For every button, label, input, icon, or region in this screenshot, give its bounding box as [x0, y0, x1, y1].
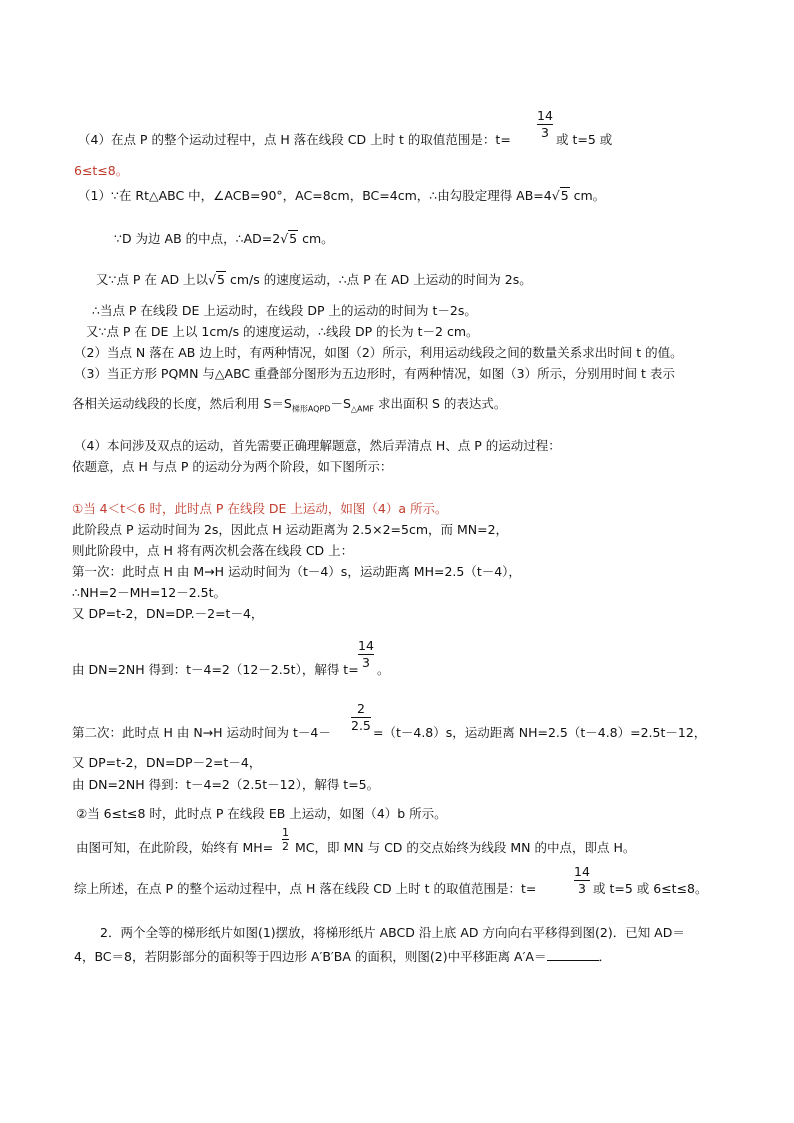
line-hint-4b: 依题意，点 H 与点 P 的运动分为两个阶段，如下图所示：: [72, 459, 393, 474]
radicand: 5: [289, 231, 298, 246]
line-conclusion-tail: 或 t=5 或 6≤t≤8。: [593, 881, 708, 896]
line-solution-3: [96, 272, 532, 288]
text: （1）∵在 Rt△ABC 中，∠ACB=90°，AC=8cm，BC=4cm，∴由勾股定理得 AB=: [78, 188, 544, 203]
line-conclusion: [74, 881, 536, 897]
numerator: 14: [537, 108, 553, 123]
text: 由 DN=2NH 得到：t－4=2（12－2.5t），解得 t=: [72, 662, 359, 677]
line-solution-2: [114, 231, 334, 247]
line-case-2a-tail: MC，即 MN 与 CD 的交点始终为线段 MN 的中点，即点 H。: [295, 840, 636, 855]
line-hint-4: （4）本问涉及双点的运动，首先需要正确理解题意，然后弄清点 H、点 P 的运动过程：: [74, 438, 561, 453]
line-case-1b: 则此阶段中，点 H 将有两次机会落在线段 CD 上：: [72, 543, 354, 558]
denominator: 3: [361, 655, 370, 670]
question-2-line-1: 2．两个全等的梯形纸片如图(1)摆放，将梯形纸片 ABCD 沿上底 AD 方向向右平移得到图(2)．已知 AD＝: [100, 925, 685, 940]
line-solution-5: 又∵点 P 在 DE 上以 1cm/s 的速度运动，∴线段 DP 的长为 t－2 cm。: [86, 324, 479, 339]
line-solution-4: ∴当点 P 在线段 DE 上运动时，在线段 DP 上的运动的时间为 t－2s。: [92, 303, 477, 318]
numerator: 1: [282, 826, 289, 839]
line-hint-3: （3）当正方形 PQMN 与△ABC 重叠部分图形为五边形时，有两种情况，如图（3）所示，分别用时间 t 表示: [74, 366, 675, 381]
subscript: 梯形AQPD: [291, 404, 331, 414]
denominator: 2: [282, 840, 289, 853]
line-case-1f: [72, 662, 359, 678]
denominator: 3: [540, 125, 549, 140]
radicand: 5: [560, 188, 569, 203]
line-answer-range-tail: [556, 132, 612, 148]
denominator: 3: [577, 881, 586, 896]
line-hint-3b: [72, 396, 506, 418]
fraction-14-3: [537, 108, 553, 141]
line-case-1h: 又 DP=t-2，DN=DP－2=t－4，: [72, 755, 262, 770]
line-case-1c: 第一次：此时点 H 由 M→H 运动时间为（t－4）s，运动距离 MH=2.5（t－4），: [72, 564, 521, 579]
line-case-1: ①当 4＜t＜6 时，此时点 P 在线段 DE 上运动，如图（4）a 所示。: [72, 501, 448, 516]
text: 由图可知，在此阶段，始终有 MH=: [76, 840, 274, 855]
sqrt: √5: [280, 231, 298, 246]
text: cm/s 的速度运动，∴点 P 在 AD 上运动的时间为 2s。: [225, 272, 532, 287]
fraction-2-2.5: [351, 701, 371, 734]
question-2-line-2: [74, 948, 611, 965]
text: ∵D 为边 AB 的中点，∴AD=: [114, 231, 273, 246]
answer-blank: [547, 948, 599, 961]
radicand: 5: [217, 272, 225, 287]
line-case-1g-tail: =（t－4.8）s，运动距离 NH=2.5（t－4.8）=2.5t－12，: [373, 725, 707, 740]
line-case-1f-tail: 。: [377, 662, 390, 677]
sqrt: √5: [208, 272, 225, 287]
text: 各相关运动线段的长度，然后利用 S＝S: [72, 396, 292, 411]
sqrt-coef: 2: [272, 231, 281, 246]
line-solution-1: [78, 188, 605, 204]
text: （4）在点 P 的整个运动过程中，点 H 落在线段 CD 上时 t 的取值范围是：t=: [78, 132, 511, 147]
numerator: 14: [574, 864, 590, 879]
subscript: △AMF: [350, 404, 375, 414]
fraction-14-3: [574, 864, 590, 897]
text: 4，BC＝8，若阴影部分的面积等于四边形 A′B′BA 的面积，则图(2)中平移距离 A′A＝: [74, 949, 547, 964]
fraction-14-3: [358, 638, 374, 671]
denominator: 2.5: [351, 718, 371, 733]
line-case-1d: ∴NH=2－MH=12－2.5t。: [72, 585, 226, 600]
text: 综上所述，在点 P 的整个运动过程中，点 H 落在线段 CD 上时 t 的取值范围是：t=: [74, 881, 537, 896]
text: －S: [330, 396, 351, 411]
sqrt: √5: [551, 188, 569, 203]
numerator: 14: [358, 638, 374, 653]
line-answer-range-2: 6≤t≤8。: [74, 163, 129, 178]
numerator: 2: [356, 701, 365, 716]
text: ．: [598, 949, 612, 964]
line-case-1g: [72, 725, 331, 741]
text: cm。: [569, 188, 606, 203]
line-case-2: ②当 6≤t≤8 时，此时点 P 在线段 EB 上运动，如图（4）b 所示。: [76, 806, 447, 821]
line-case-1a: 此阶段点 P 运动时间为 2s，因此点 H 运动距离为 2.5×2=5cm，而 MN=2，: [72, 522, 509, 537]
sqrt-coef: 4: [543, 188, 552, 203]
fraction-1-2: [282, 826, 289, 853]
text: 或 t=5 或: [556, 132, 613, 147]
line-case-2a: [76, 840, 273, 856]
line-case-1i: 由 DN=2NH 得到：t－4=2（2.5t－12），解得 t=5。: [72, 777, 380, 792]
text: 第二次：此时点 H 由 N→H 运动时间为 t－4－: [72, 725, 331, 740]
line-hint-2: （2）当点 N 落在 AB 边上时，有两种情况，如图（2）所示，利用运动线段之间的数量关系求出时间 t 的值。: [74, 345, 683, 360]
line-answer-range: [78, 132, 511, 148]
line-case-1e: 又 DP=t-2，DN=DP.－2=t－4，: [72, 606, 264, 621]
text: 又∵点 P 在 AD 上以: [96, 272, 209, 287]
text: cm。: [298, 231, 334, 246]
text: 求出面积 S 的表达式。: [374, 396, 507, 411]
